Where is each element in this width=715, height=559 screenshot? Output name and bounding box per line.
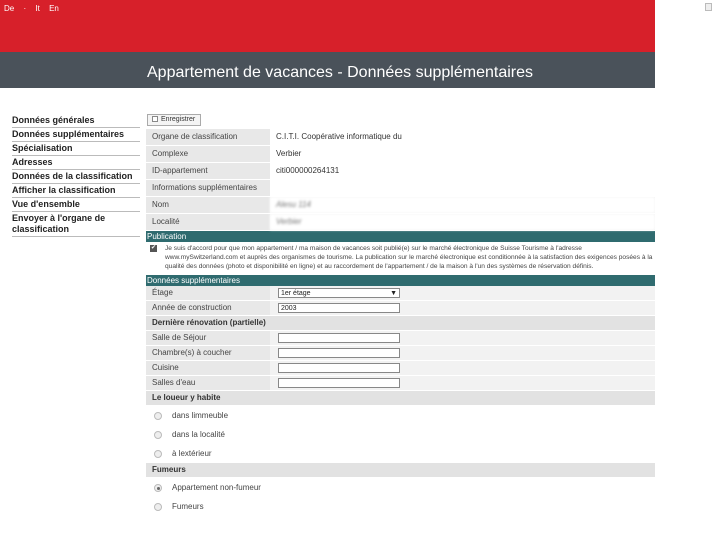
- save-button-label: Enregistrer: [161, 116, 196, 123]
- smokers-option[interactable]: [146, 497, 655, 516]
- table-row: [146, 180, 655, 196]
- kitchen-input[interactable]: [278, 363, 400, 373]
- broken-image-icon: [705, 3, 712, 11]
- sidebar-item-specialisation[interactable]: Spécialisation: [12, 142, 140, 156]
- renovation-row: [146, 346, 655, 360]
- renovation-heading: Dernière rénovation (partielle): [146, 316, 655, 330]
- save-button[interactable]: [147, 114, 201, 126]
- floor-row: [146, 286, 655, 300]
- dropdown-arrow-icon: ▼: [390, 289, 397, 297]
- radio-icon[interactable]: [154, 450, 162, 458]
- page-title: Appartement de vacances - Données supplémentaires: [147, 64, 533, 81]
- radio-icon[interactable]: [154, 503, 162, 511]
- floor-select[interactable]: [278, 288, 400, 298]
- renovation-label: Cuisine: [146, 361, 270, 375]
- publication-consent: [146, 242, 655, 275]
- smokers-option[interactable]: [146, 478, 655, 497]
- renovation-label: Chambre(s) à coucher: [146, 346, 270, 360]
- language-switcher: [4, 4, 66, 13]
- row-label: Complexe: [146, 146, 270, 162]
- main-content: [146, 114, 655, 516]
- lang-it-link[interactable]: It: [35, 4, 40, 13]
- landlord-option[interactable]: [146, 444, 655, 463]
- lang-en-link[interactable]: En: [49, 4, 59, 13]
- sidebar-item-addresses[interactable]: Adresses: [12, 156, 140, 170]
- row-label: Informations supplémentaires: [146, 180, 270, 196]
- row-value: Alesu 114: [270, 197, 655, 213]
- publication-text: Je suis d'accord pour que mon appartement / ma maison de vacances soit publié(e) sur le marché électronique de Suisse Tourisme à l'adresse www.mySwitzerland.com et auprès des organismes de tourisme. La publication sur le marché électronique est conditionnée à la satisfaction des exigences posées à la qualité des données (photo et disponibilité en ligne) et au raccordement de l'appartement / de la maison à l'un des systèmes de réservation définis.: [165, 245, 653, 270]
- extra-data-heading: Données supplémentaires: [146, 275, 655, 286]
- living-room-input[interactable]: [278, 333, 400, 343]
- extra-data-form: [146, 286, 655, 516]
- radio-icon[interactable]: [154, 412, 162, 420]
- smokers-heading: Fumeurs: [146, 463, 655, 477]
- table-row: [146, 197, 655, 213]
- floor-label: Étage: [146, 286, 270, 300]
- sidebar-item-show-classification[interactable]: Afficher la classification: [12, 184, 140, 198]
- lang-separator: ·: [23, 4, 27, 13]
- row-value: [270, 180, 655, 196]
- construction-year-input[interactable]: [278, 303, 400, 313]
- option-label: dans la localité: [172, 430, 225, 439]
- renovation-row: [146, 361, 655, 375]
- sidebar-item-classification-data[interactable]: Données de la classification: [12, 170, 140, 184]
- option-label: dans limmeuble: [172, 411, 229, 420]
- year-label: Année de construction: [146, 301, 270, 315]
- table-row: [146, 163, 655, 179]
- row-value: Verbier: [270, 146, 655, 162]
- bedrooms-input[interactable]: [278, 348, 400, 358]
- table-row: [146, 146, 655, 162]
- sidebar-nav: [12, 114, 140, 237]
- row-label: Localité: [146, 214, 270, 230]
- row-label: Organe de classification: [146, 129, 270, 145]
- landlord-option[interactable]: [146, 406, 655, 425]
- year-row: [146, 301, 655, 315]
- lang-de-link[interactable]: De: [4, 4, 15, 13]
- save-icon: [152, 116, 158, 122]
- table-row: [146, 214, 655, 230]
- renovation-row: [146, 376, 655, 390]
- publication-checkbox[interactable]: ✔: [150, 245, 157, 251]
- table-row: [146, 129, 655, 145]
- renovation-label: Salles d'eau: [146, 376, 270, 390]
- row-label: ID-appartement: [146, 163, 270, 179]
- option-label: Appartement non-fumeur: [172, 483, 261, 492]
- top-banner: [0, 0, 655, 52]
- sidebar-item-overview[interactable]: Vue d'ensemble: [12, 198, 140, 212]
- floor-value: 1er étage: [281, 289, 311, 297]
- sidebar-item-send[interactable]: Envoyer à l'organe de classification: [12, 212, 140, 237]
- publication-heading: Publication: [146, 231, 655, 242]
- renovation-row: [146, 331, 655, 345]
- row-value: C.I.T.I. Coopérative informatique du: [270, 129, 655, 145]
- bathrooms-input[interactable]: [278, 378, 400, 388]
- sidebar-item-general[interactable]: Données générales: [12, 114, 140, 128]
- option-label: à lextérieur: [172, 449, 212, 458]
- landlord-heading: Le loueur y habite: [146, 391, 655, 405]
- row-value: citi000000264131: [270, 163, 655, 179]
- radio-selected-icon[interactable]: [154, 484, 162, 492]
- sidebar-item-extra[interactable]: Données supplémentaires: [12, 128, 140, 142]
- radio-icon[interactable]: [154, 431, 162, 439]
- row-label: Nom: [146, 197, 270, 213]
- info-table: [146, 129, 655, 230]
- option-label: Fumeurs: [172, 502, 204, 511]
- row-value: Verbier: [270, 214, 655, 230]
- renovation-label: Salle de Séjour: [146, 331, 270, 345]
- title-bar: [0, 52, 655, 88]
- landlord-option[interactable]: [146, 425, 655, 444]
